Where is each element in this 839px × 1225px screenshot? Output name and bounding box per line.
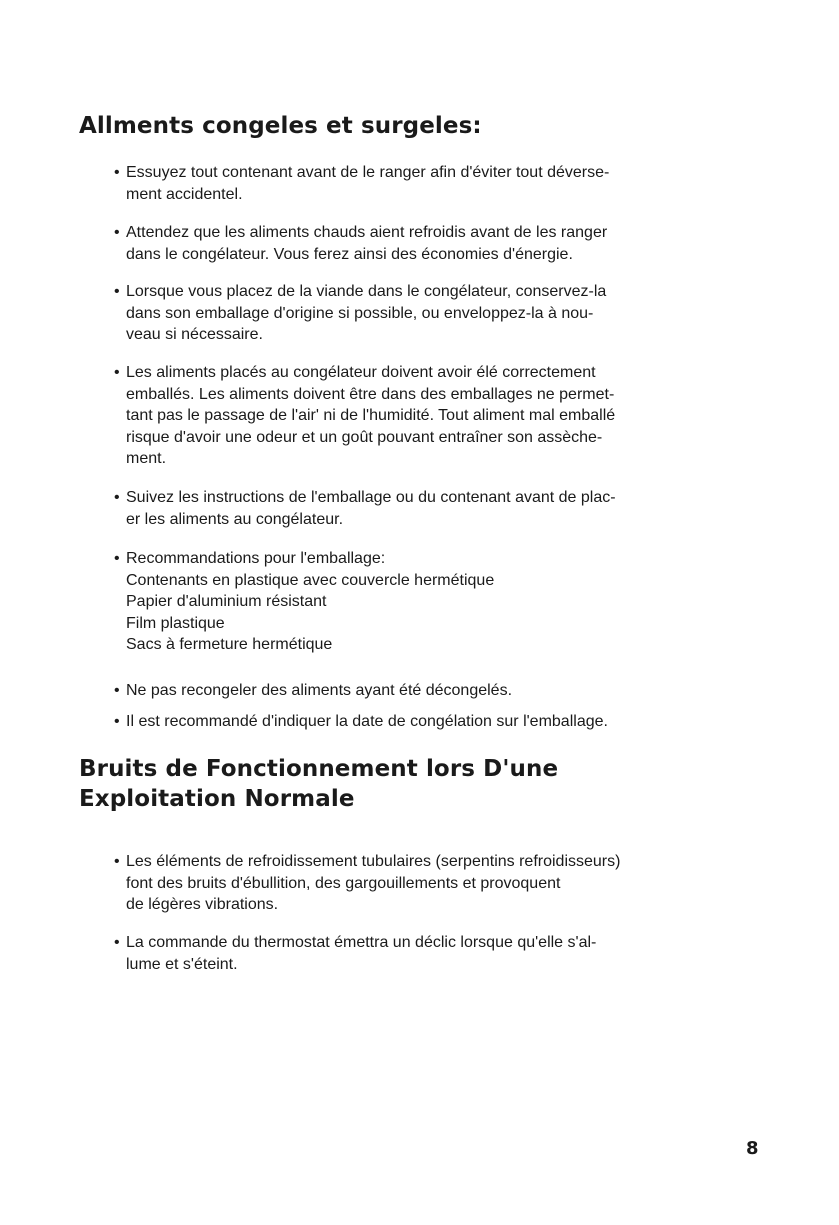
item-line: dans le congélateur. Vous ferez ainsi des économies d'énergie. xyxy=(126,245,573,263)
item-line: Attendez que les aliments chauds aient refroidis avant de les ranger xyxy=(126,224,608,241)
bullet-icon: • xyxy=(114,283,120,300)
item-line: ment accidentel. xyxy=(126,185,243,203)
item-line: Recommandations pour l'emballage: xyxy=(126,550,386,567)
item-line: ment. xyxy=(126,450,167,467)
title-line: Exploitation Normale xyxy=(79,786,355,812)
item-line: risque d'avoir une odeur et un goût pouvant entraîner son assèche- xyxy=(126,428,603,446)
item-line: Sacs à fermeture hermétique xyxy=(126,636,333,653)
bullet-icon: • xyxy=(114,713,120,730)
item-line: veau si nécessaire. xyxy=(126,326,263,343)
title-line: Bruits de Fonctionnement lors D'une xyxy=(79,756,559,782)
item-line: er les aliments au congélateur. xyxy=(126,510,344,528)
bullet-icon: • xyxy=(114,682,120,699)
page-number: 8 xyxy=(746,1138,759,1159)
item-line: Ne pas recongeler des aliments ayant été décongelés. xyxy=(126,682,513,699)
bullet-icon: • xyxy=(114,489,120,506)
bullet-icon: • xyxy=(114,224,120,241)
item-line: Essuyez tout contenant avant de le ranger afin d'éviter tout déverse- xyxy=(126,164,610,181)
item-line: Film plastique xyxy=(126,614,225,632)
item-line: Lorsque vous placez de la viande dans le congélateur, conservez-la xyxy=(126,283,607,300)
item-line: lume et s'éteint. xyxy=(126,955,238,973)
item-line: emballés. Les aliments doivent être dans des emballages ne permet- xyxy=(126,385,615,403)
bullet-icon: • xyxy=(114,934,120,951)
section-title-frozen-foods: Allments congeles et surgeles: xyxy=(79,113,482,139)
item-line: Contenants en plastique avec couvercle hermétique xyxy=(126,571,495,589)
item-line: Papier d'aluminium résistant xyxy=(126,593,327,610)
bullet-icon: • xyxy=(114,364,120,381)
item-line: de légères vibrations. xyxy=(126,896,279,913)
section-title-operating-noises xyxy=(79,754,558,814)
bullet-icon: • xyxy=(114,853,120,870)
item-line: Les aliments placés au congélateur doivent avoir élé correctement xyxy=(126,364,596,381)
item-line: Il est recommandé d'indiquer la date de congélation sur l'emballage. xyxy=(126,713,608,730)
item-line: Les éléments de refroidissement tubulaires (serpentins refroidisseurs) xyxy=(126,853,621,870)
item-line: dans son emballage d'origine si possible, ou enveloppez-la à nou- xyxy=(126,304,594,322)
item-line: tant pas le passage de l'air' ni de l'humidité. Tout aliment mal emballé xyxy=(126,407,616,424)
item-line: La commande du thermostat émettra un déclic lorsque qu'elle s'al- xyxy=(126,934,597,951)
item-line: Suivez les instructions de l'emballage ou du contenant avant de plac- xyxy=(126,489,616,506)
item-line: font des bruits d'ébullition, des gargouillements et provoquent xyxy=(126,874,561,892)
bullet-icon: • xyxy=(114,550,120,567)
bullet-icon: • xyxy=(114,164,120,181)
